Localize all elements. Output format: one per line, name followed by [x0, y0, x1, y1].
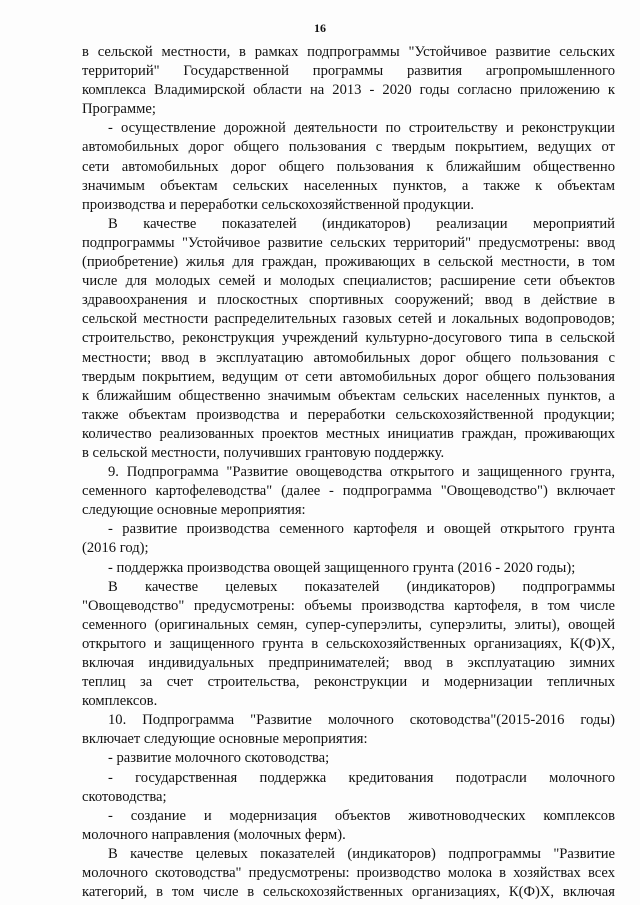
text-line: включая индивидуальных предпринимателей; ввод в эксплуатацию зимних: [82, 655, 615, 671]
text-line: количество реализованных проектов местных инициатив граждан, проживающих: [82, 425, 615, 442]
text-line: включает следующие основные мероприятия:: [82, 731, 368, 748]
text-line: сельской местности распределительных газовых сетей и локальных водопроводов;: [82, 311, 615, 328]
text-line: твердым покрытием, ведущим от сети автомобильных дорог общего пользования: [82, 368, 615, 385]
text-line: в сельской местности, в рамках подпрограммы "Устойчивое развитие сельских: [82, 44, 615, 60]
text-line: автомобильных дорог общего пользования с твердым покрытием, ведущих от: [82, 139, 615, 156]
text-line: комплексов.: [82, 693, 158, 710]
page-number: 16: [314, 21, 326, 35]
text-line: молочного скотоводства" предусмотрены: производство молока в хозяйствах всех: [82, 865, 615, 882]
text-line: территорий" Государственной программы развития агропромышленного: [82, 63, 615, 80]
document-body: [82, 43, 615, 902]
text-line: В качестве целевых показателей (индикаторов) подпрограммы "Развитие: [108, 845, 615, 862]
text-line: (приобретение) жилья для граждан, проживающих в сельской местности, в том: [82, 254, 615, 271]
text-line: - государственная поддержка кредитования подотрасли молочного: [108, 769, 615, 786]
text-line: также объектам производства и переработки сельскохозяйственной продукции;: [82, 406, 615, 423]
text-line: Программе;: [82, 101, 156, 118]
text-line: сети автомобильных дорог общего пользования к ближайшим общественно: [82, 158, 615, 175]
text-line: производства и переработки сельскохозяйственной продукции.: [82, 196, 475, 213]
text-line: числе для молодых семей и молодых специалистов; расширение сети объектов: [82, 273, 615, 290]
text-line: - осуществление дорожной деятельности по строительству и реконструкции: [108, 120, 615, 137]
text-line: "Овощеводство" предусмотрены: объемы производства картофеля, в том числе: [82, 597, 615, 614]
text-line: - развитие молочного скотоводства;: [108, 750, 330, 767]
text-line: в сельской местности, получивших грантовую поддержку.: [82, 444, 445, 461]
text-line: подпрограммы "Устойчивое развитие сельских территорий" предусмотрены: ввод: [82, 234, 615, 251]
text-line: комплекса Владимирской области на 2013 - 2020 годы согласно приложению к: [82, 82, 615, 99]
text-line: (2016 год);: [82, 540, 149, 557]
text-line: В качестве показателей (индикаторов) реализации мероприятий: [108, 215, 615, 232]
text-line: 10. Подпрограмма "Развитие молочного скотоводства"(2015-2016 годы): [108, 712, 615, 729]
text-line: открытого и защищенного грунта в сельскохозяйственных организациях, К(Ф)Х,: [82, 635, 615, 652]
text-line: - создание и модернизация объектов животноводческих комплексов: [108, 807, 615, 824]
text-line: 9. Подпрограмма "Развитие овощеводства открытого и защищенного грунта,: [108, 464, 615, 481]
text-line: следующие основные мероприятия:: [82, 502, 306, 519]
text-line: - развитие производства семенного картофеля и овощей открытого грунта: [108, 521, 615, 538]
text-line: здравоохранения и плоскостных спортивных сооружений; ввод в действие в: [82, 292, 615, 309]
text-line: строительство, реконструкция учреждений культурно-досугового типа в сельской: [82, 330, 615, 347]
text-line: к ближайшим общественно значимым объектам сельских населенных пунктов, а: [82, 387, 615, 404]
text-line: категорий, в том числе в сельскохозяйственных организациях, К(Ф)Х, включая: [82, 884, 615, 901]
text-line: местности; ввод в эксплуатацию автомобильных дорог общего пользования с: [82, 349, 615, 366]
text-line: В качестве целевых показателей (индикаторов) подпрограммы: [108, 578, 615, 595]
text-line: значимым объектам сельских населенных пунктов, а также к объектам: [82, 177, 615, 194]
text-line: - поддержка производства овощей защищенного грунта (2016 - 2020 годы);: [108, 559, 576, 576]
text-line: семенного картофелеводства" (далее - подпрограмма "Овощеводство") включает: [82, 483, 615, 500]
text-line: скотоводства;: [82, 788, 167, 805]
text-line: молочного направления (молочных ферм).: [82, 826, 346, 843]
text-line: теплиц за счет строительства, реконструкции и модернизации тепличных: [82, 674, 615, 691]
text-line: семенного (оригинальных семян, супер-суперэлиты, суперэлиты, элиты), овощей: [82, 616, 615, 633]
